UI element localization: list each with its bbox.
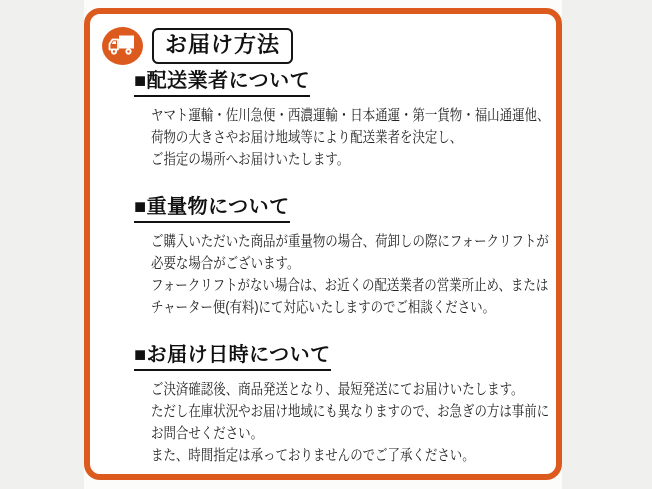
body-line: 必要な場合がございます。 <box>151 255 300 272</box>
panel-header <box>102 27 542 65</box>
section-carriers <box>134 70 550 171</box>
body-line: ご購入いただいた商品が重量物の場合、荷卸しの際にフォークリフトが <box>151 233 549 250</box>
panel-inner <box>90 14 556 467</box>
section-body <box>151 379 550 467</box>
delivery-info-panel <box>84 8 562 480</box>
section-delivery-date <box>134 344 550 467</box>
body-line: チャーター便(有料)にて対応いたしますのでご相談ください。 <box>151 299 496 316</box>
body-line: ただし在庫状況やお届け地域にも異なりますので、お急ぎの方は事前に <box>151 403 550 420</box>
body-line: ヤマト運輸・佐川急便・西濃運輸・日本通運・第一貨物・福山通運他、 <box>151 107 550 124</box>
section-heading: ■配送業者について <box>134 70 310 97</box>
body-line: 荷物の大きさやお届け地域等により配送業者を決定し、 <box>151 129 463 146</box>
body-line: また、時間指定は承っておりませんのでご了承ください。 <box>151 447 475 464</box>
section-body <box>151 105 550 171</box>
body-line: お問合せください。 <box>151 425 264 442</box>
section-heading: ■お届け日時について <box>134 344 331 371</box>
section-heading: ■重量物について <box>134 196 290 223</box>
body-line: フォークリフトがない場合は、お近くの配送業者の営業所止め、または <box>151 277 549 294</box>
section-body <box>151 231 549 319</box>
panel-title: お届け方法 <box>152 28 293 64</box>
section-heavy-items <box>134 196 549 319</box>
body-line: ご指定の場所へお届けいたします。 <box>151 151 350 168</box>
truck-icon <box>102 27 143 65</box>
body-line: ご決済確認後、商品発送となり、最短発送にてお届けいたします。 <box>151 381 524 398</box>
